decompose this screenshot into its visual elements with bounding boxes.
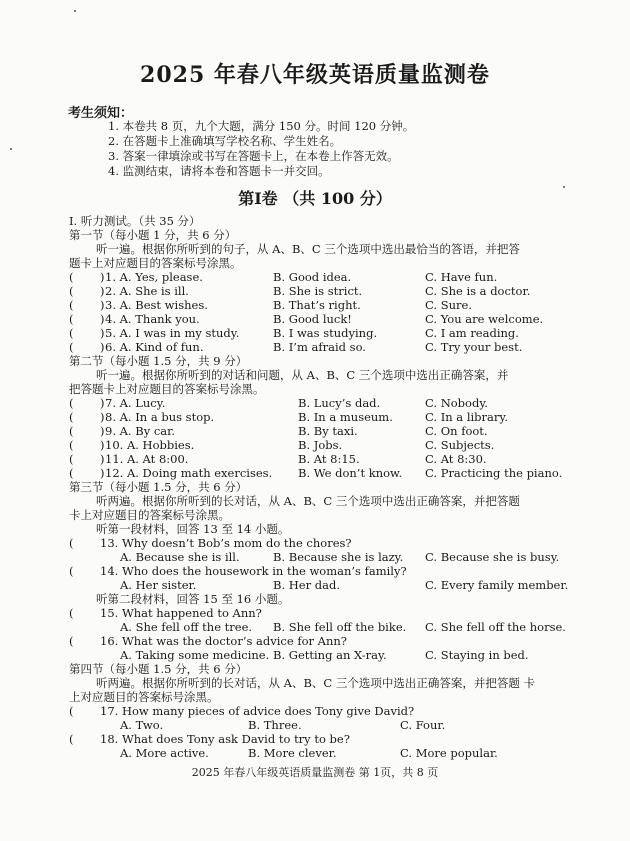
answer-paren: ( [69, 396, 74, 410]
answer-paren-close: ) [100, 438, 105, 452]
answer-paren: ( [69, 634, 74, 648]
answer-paren: ( [69, 298, 74, 312]
option-a: 11. A. At 8:00. [105, 452, 189, 466]
answer-paren-close: ) [100, 410, 105, 424]
option-a: A. Because she is ill. [120, 550, 240, 564]
option-c: C. You are welcome. [425, 312, 544, 326]
option-b: B. Her dad. [273, 578, 340, 592]
option-b: B. Lucy’s dad. [298, 396, 381, 410]
part-heading: I. 听力测试。（共 35 分） [69, 214, 201, 228]
option-c: C. Have fun. [425, 270, 498, 284]
option-b: B. Jobs. [298, 438, 343, 452]
page-title: 2025 年春八年级英语质量监测卷 [140, 62, 490, 88]
answer-paren: ( [69, 410, 74, 424]
option-a: A. Her sister. [120, 578, 197, 592]
sec1-instruction: 听一遍。根据你所听到的句子，从 A、B、C 三个选项中选出最恰当的答语，并把答 [96, 242, 520, 256]
answer-paren-close: ) [100, 424, 105, 438]
option-a: 3. A. Best wishes. [105, 298, 208, 312]
option-a: 8. A. In a bus stop. [105, 410, 215, 424]
notice-item: 2. 在答题卡上准确填写学校名称、学生姓名。 [108, 134, 342, 148]
scan-speck [10, 148, 12, 150]
material-1-note: 听第一段材料，回答 13 至 14 小题。 [96, 522, 290, 536]
option-a: 7. A. Lucy. [105, 396, 166, 410]
option-b: B. Getting an X-ray. [273, 648, 387, 662]
option-b: B. She fell off the bike. [273, 620, 407, 634]
notice-item: 3. 答案一律填涂或书写在答题卡上，在本卷上作答无效。 [108, 149, 399, 163]
answer-paren: ( [69, 704, 74, 718]
answer-paren-close: ) [100, 270, 105, 284]
answer-paren-close: ) [100, 452, 105, 466]
option-a: 1. A. Yes, please. [105, 270, 203, 284]
sec2-instruction-cont: 把答题卡上对应题目的答案标号涂黑。 [69, 382, 265, 396]
question-stem: 13. Why doesn’t Bob’s mom do the chores? [100, 536, 352, 550]
answer-paren-close: ) [100, 312, 105, 326]
page-footer: 2025 年春八年级英语质量监测卷 第 1页，共 8 页 [191, 766, 439, 779]
option-b: B. Good idea. [273, 270, 352, 284]
answer-paren: ( [69, 732, 74, 746]
sec4-instruction-cont: 上对应题目的答案标号涂黑。 [69, 690, 219, 704]
option-b: B. Because she is lazy. [273, 550, 404, 564]
option-c: C. Try your best. [425, 340, 523, 354]
option-a: A. More active. [120, 746, 209, 760]
option-a: 6. A. Kind of fun. [105, 340, 204, 354]
answer-paren: ( [69, 284, 74, 298]
option-a: 2. A. She is ill. [105, 284, 189, 298]
answer-paren: ( [69, 606, 74, 620]
answer-paren: ( [69, 564, 74, 578]
sec2-heading: 第二节（每小题 1.5 分，共 9 分） [69, 354, 248, 368]
answer-paren: ( [69, 452, 74, 466]
answer-paren-close: ) [100, 466, 105, 480]
option-c: C. Because she is busy. [425, 550, 560, 564]
option-a: A. Taking some medicine. [120, 648, 270, 662]
option-c: C. Every family member. [425, 578, 569, 592]
option-b: B. We don’t know. [298, 466, 403, 480]
option-c: C. On foot. [425, 424, 488, 438]
answer-paren: ( [69, 312, 74, 326]
option-a: A. Two. [120, 718, 164, 732]
answer-paren: ( [69, 424, 74, 438]
sec2-instruction: 听一遍。根据你所听到的对话和问题，从 A、B、C 三个选项中选出正确答案，并 [96, 368, 509, 382]
option-a: 4. A. Thank you. [105, 312, 200, 326]
question-stem: 14. Who does the housework in the woman’s family? [100, 564, 407, 578]
answer-paren: ( [69, 270, 74, 284]
question-stem: 15. What happened to Ann? [100, 606, 262, 620]
option-a: 12. A. Doing math exercises. [105, 466, 273, 480]
option-b: B. I was studying. [273, 326, 378, 340]
option-c: C. More popular. [400, 746, 498, 760]
option-b: B. Three. [248, 718, 302, 732]
material-2-note: 听第二段材料，回答 15 至 16 小题。 [96, 592, 290, 606]
sec4-instruction: 听两遍。根据你所听到的长对话，从 A、B、C 三个选项中选出正确答案，并把答题 卡 [96, 676, 536, 690]
option-b: B. More clever. [248, 746, 337, 760]
scan-speck [74, 10, 76, 12]
option-c: C. Practicing the piano. [425, 466, 563, 480]
answer-paren-close: ) [100, 396, 105, 410]
answer-paren-close: ) [100, 284, 105, 298]
answer-paren-close: ) [100, 298, 105, 312]
answer-paren: ( [69, 326, 74, 340]
sec1-heading: 第一节（每小题 1 分，共 6 分） [69, 228, 237, 242]
sec3-heading: 第三节（每小题 1.5 分，共 6 分） [69, 480, 248, 494]
sec1-instruction-cont: 题卡上对应题目的答案标号涂黑。 [69, 256, 242, 270]
option-c: C. Subjects. [425, 438, 495, 452]
sec4-heading: 第四节（每小题 1.5 分，共 6 分） [69, 662, 248, 676]
option-b: B. She is strict. [273, 284, 363, 298]
question-stem: 17. How many pieces of advice does Tony give David? [100, 704, 415, 718]
answer-paren-close: ) [100, 340, 105, 354]
option-a: 9. A. By car. [105, 424, 176, 438]
option-c: C. She fell off the horse. [425, 620, 566, 634]
answer-paren: ( [69, 536, 74, 550]
option-a: A. She fell off the tree. [120, 620, 253, 634]
option-c: C. Nobody. [425, 396, 488, 410]
option-c: C. At 8:30. [425, 452, 487, 466]
option-a: 5. A. I was in my study. [105, 326, 240, 340]
section-title: 第Ⅰ卷 （共 100 分） [238, 189, 392, 208]
answer-paren-close: ) [100, 326, 105, 340]
answer-paren: ( [69, 340, 74, 354]
option-c: C. Four. [400, 718, 446, 732]
option-c: C. She is a doctor. [425, 284, 531, 298]
option-b: B. I’m afraid so. [273, 340, 366, 354]
option-c: C. Sure. [425, 298, 472, 312]
question-stem: 16. What was the doctor’s advice for Ann? [100, 634, 347, 648]
notice-item: 4. 监测结束，请将本卷和答题卡一并交回。 [108, 164, 330, 178]
notice-item: 1. 本卷共 8 页，九个大题，满分 150 分。时间 120 分钟。 [108, 119, 415, 133]
answer-paren: ( [69, 438, 74, 452]
answer-paren: ( [69, 466, 74, 480]
sec3-instruction-cont: 卡上对应题目的答案标号涂黑。 [69, 508, 230, 522]
option-c: C. In a library. [425, 410, 509, 424]
option-b: B. That’s right. [273, 298, 361, 312]
scan-speck [563, 186, 565, 188]
option-b: B. By taxi. [298, 424, 358, 438]
option-c: C. I am reading. [425, 326, 519, 340]
option-c: C. Staying in bed. [425, 648, 529, 662]
notice-heading: 考生须知： [68, 106, 134, 121]
option-b: B. Good luck! [273, 312, 352, 326]
option-a: 10. A. Hobbies. [105, 438, 195, 452]
option-b: B. In a museum. [298, 410, 393, 424]
option-b: B. At 8:15. [298, 452, 360, 466]
sec3-instruction: 听两遍。根据你所听到的长对话，从 A、B、C 三个选项中选出正确答案，并把答题 [96, 494, 520, 508]
question-stem: 18. What does Tony ask David to try to be? [100, 732, 350, 746]
